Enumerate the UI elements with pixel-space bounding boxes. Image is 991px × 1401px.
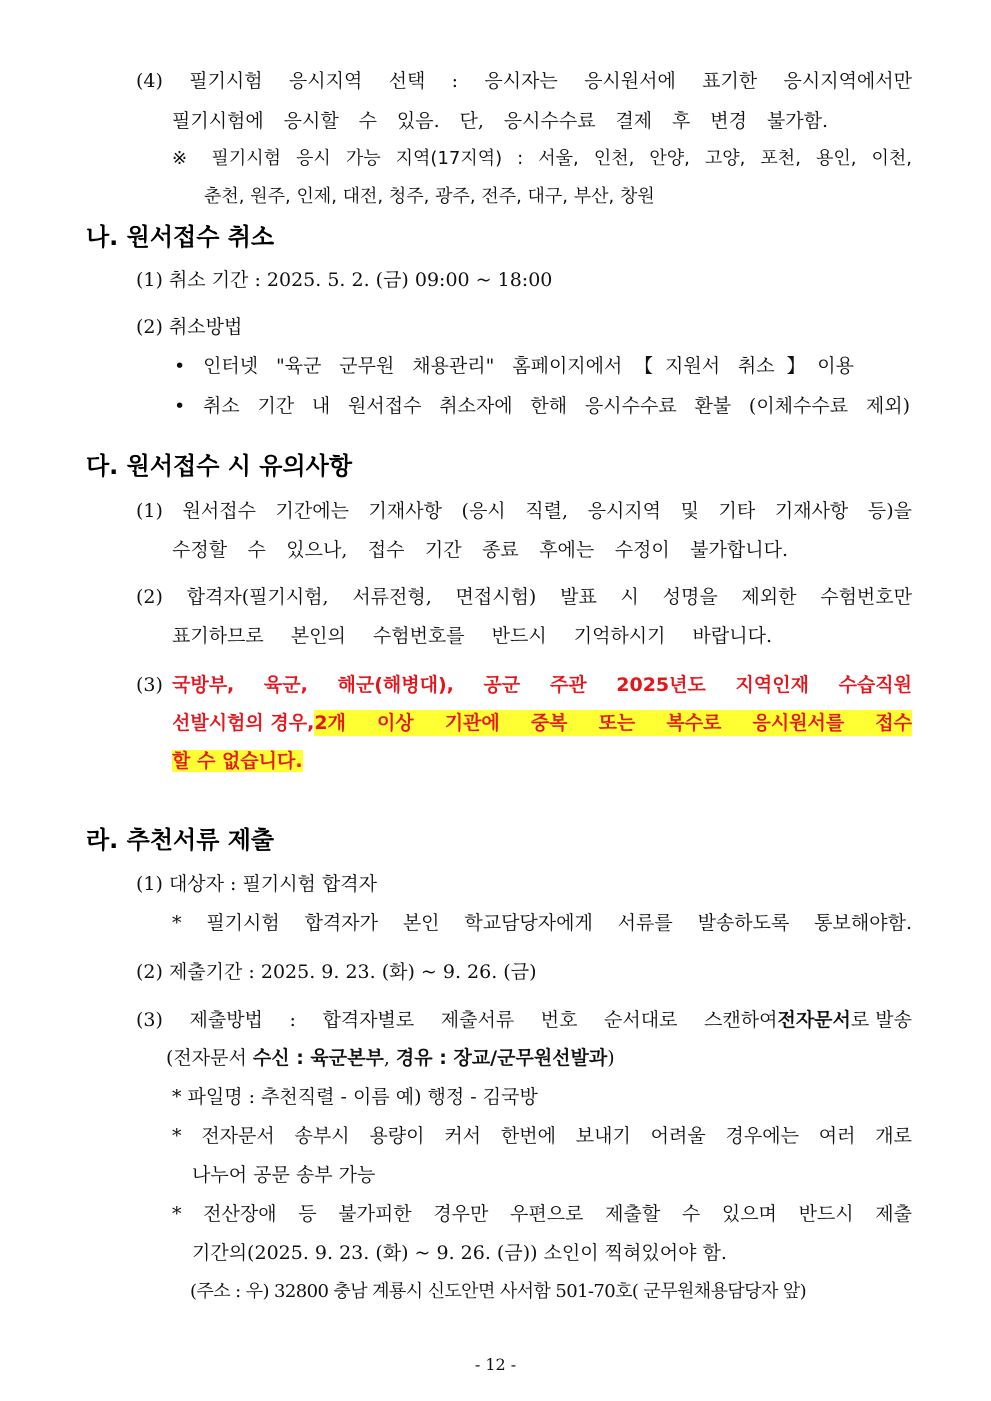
item-4-line-2: 필기시험에 응시할 수 있음. 단, 응시수수료 결제 후 변경 불가함. (172, 110, 828, 132)
recipient-label: 수신 : 육군본부 (252, 1047, 384, 1069)
mailing-address: (주소 : 우) 32800 충남 계룡시 신도안면 사서함 501-70호( 군무원채용담당자 앞) (190, 1281, 807, 1302)
target-note: * 필기시험 합격자가 본인 학교담당자에게 서류를 발송하도록 통보해야함. (172, 912, 912, 934)
submission-method-suffix: 로 발송 (850, 1009, 912, 1031)
section-da-heading: 다. 원서접수 시 유의사항 (86, 452, 353, 480)
notice-3-line-1: 국방부, 육군, 해군(해병대), 공군 주관 2025년도 지역인재 수습직원 (172, 674, 912, 696)
large-file-note-line-2: 나누어 공문 송부 가능 (192, 1164, 376, 1186)
cancel-method-bullet-2: • 취소 기간 내 원서접수 취소자에 한해 응시수수료 환불 (이체수수료 제외) (174, 395, 910, 417)
submission-method-line-1 (136, 1007, 912, 1033)
routing-prefix: (전자문서 (166, 1047, 253, 1069)
routing-suffix: ) (607, 1047, 615, 1069)
postal-note-line-2: 기간의(2025. 9. 23. (화) ~ 9. 26. (금)) 소인이 찍혀있어야 함. (192, 1242, 727, 1264)
section-na-heading: 나. 원서접수 취소 (86, 223, 275, 251)
submission-method-line-2 (166, 1045, 615, 1071)
target-line: (1) 대상자 : 필기시험 합격자 (136, 873, 378, 895)
via-label: 경유 : 장교/군무원선발과 (395, 1047, 608, 1069)
notice-3-line-2-text: 선발시험의 경우, (172, 712, 315, 734)
submission-period: (2) 제출기간 : 2025. 9. 23. (화) ~ 9. 26. (금) (136, 961, 537, 983)
submission-method-text: (3) 제출방법 : 합격자별로 제출서류 번호 순서대로 스캔하여 (136, 1009, 778, 1031)
exam-region-note-line-1: ※ 필기시험 응시 가능 지역(17지역) : 서울, 인천, 안양, 고양, 포천, 용인, 이천, (172, 148, 912, 169)
cancel-method-label: (2) 취소방법 (136, 316, 243, 338)
notice-3-line-2 (172, 710, 912, 736)
notice-2-line-2: 표기하므로 본인의 수험번호를 반드시 기억하시기 바랍니다. (172, 625, 772, 647)
exam-region-note-line-2: 춘천, 원주, 인제, 대전, 청주, 광주, 전주, 대구, 부산, 창원 (204, 186, 655, 207)
large-file-note-line-1: * 전자문서 송부시 용량이 커서 한번에 보내기 어려울 경우에는 여러 개로 (172, 1125, 912, 1147)
filename-note: * 파일명 : 추천직렬 - 이름 예) 행정 - 김국방 (172, 1086, 538, 1108)
routing-separator: , (383, 1047, 396, 1069)
notice-3-highlight-2: 할 수 없습니다. (172, 750, 303, 772)
notice-1-line-1: (1) 원서접수 기간에는 기재사항 (응시 직렬, 응시지역 및 기타 기재사항 등)을 (136, 500, 912, 522)
notice-3-line-3 (172, 748, 303, 774)
cancel-period: (1) 취소 기간 : 2025. 5. 2. (금) 09:00 ~ 18:00 (136, 269, 553, 291)
page-number: - 12 - (474, 1355, 517, 1374)
cancel-method-bullet-1: • 인터넷 "육군 군무원 채용관리" 홈페이지에서【지원서 취소】이용 (174, 355, 854, 377)
notice-3-highlight-1: 2개 이상 기관에 중복 또는 복수로 응시원서를 접수 (314, 712, 912, 734)
item-4-line-1: (4) 필기시험 응시지역 선택 : 응시자는 응시원서에 표기한 응시지역에서만 (136, 70, 912, 92)
notice-1-line-2: 수정할 수 있으나, 접수 기간 종료 후에는 수정이 불가합니다. (172, 539, 788, 561)
section-ra-heading: 라. 추천서류 제출 (86, 826, 275, 854)
notice-2-line-1: (2) 합격자(필기시험, 서류전형, 면접시험) 발표 시 성명을 제외한 수험번호만 (136, 586, 912, 608)
electronic-document-label: 전자문서 (777, 1009, 851, 1031)
postal-note-line-1: * 전산장애 등 불가피한 경우만 우편으로 제출할 수 있으며 반드시 제출 (172, 1203, 912, 1225)
notice-3-number: (3) (136, 674, 163, 696)
